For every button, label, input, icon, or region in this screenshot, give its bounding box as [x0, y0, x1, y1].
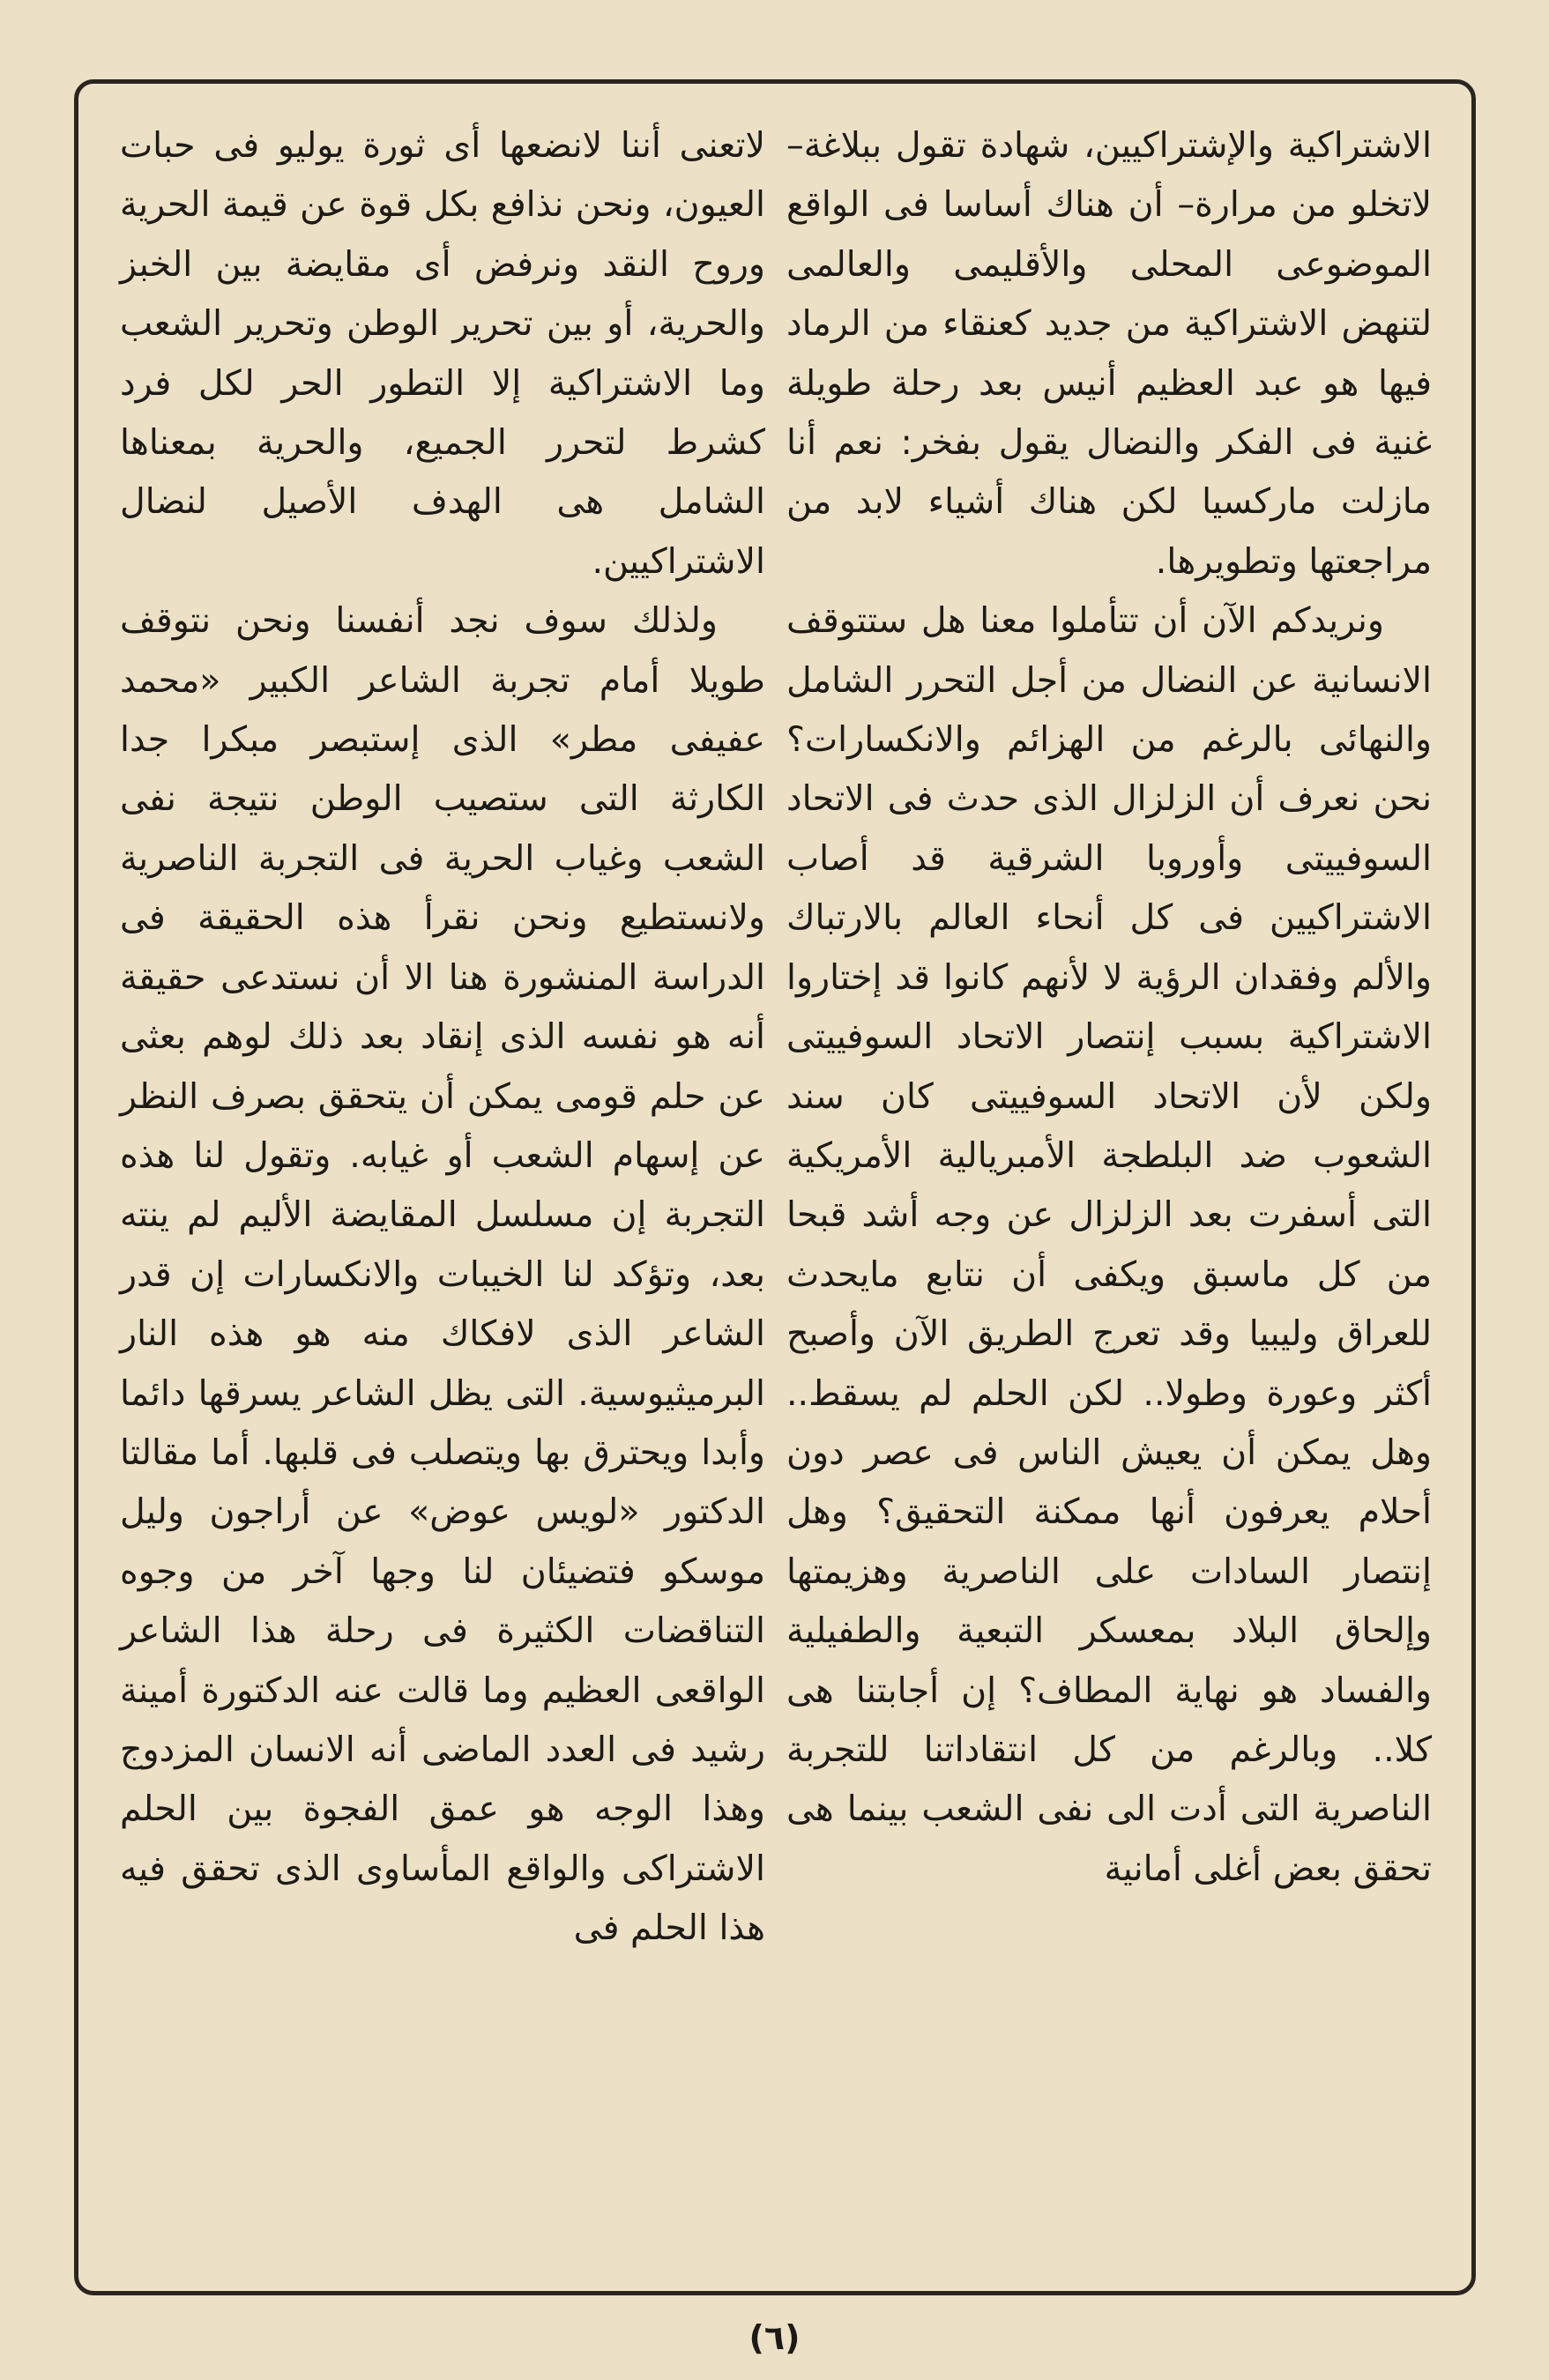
- page-number: (٦): [748, 2318, 801, 2357]
- article-column-left: [120, 116, 765, 1959]
- article-column-right: [786, 116, 1432, 1899]
- paragraph: لاتعنى أننا لانضعها أى ثورة يوليو فى حبات العيون، ونحن نذافع بكل قوة عن قيمة الحرية وروح النقد ونرفض أى مقايضة بين الخبز والحرية، أو بين تحرير الوطن وتحرير الشعب وما الاشتراكية إلا التطور الحر لكل فرد كشرط لتحرر الجميع، والحرية بمعناها الشامل هى الهدف الأصيل لنضال الاشتراكيين.: [120, 125, 765, 582]
- paragraph: ونريدكم الآن أن تتأملوا معنا هل ستتوقف الانسانية عن النضال من أجل التحرر الشامل والنهائى بالرغم من الهزائم والانكسارات؟ نحن نعرف أن الزلزال الذى حدث فى الاتحاد السوفييتى وأوروبا الشرقية قد أصاب الاشتراكيين فى كل أنحاء العالم بالارتباك والألم وفقدان الرؤية لا لأنهم كانوا قد إختاروا الاشتراكية بسبب إنتصار الاتحاد السوفييتى ولكن لأن الاتحاد السوفييتى كان سند الشعوب ضد البلطجة الأمبريالية الأمريكية التى أسفرت بعد الزلزال عن وجه أشد قبحا من كل ماسبق ويكفى أن نتابع مايحدث للعراق وليبيا وقد تعرج الطريق الآن وأصبح أكثر وعورة وطولا.. لكن الحلم لم يسقط.. وهل يمكن أن يعيش الناس فى عصر دون أحلام يعرفون أنها ممكنة التحقيق؟ وهل إنتصار السادات على الناصرية وهزيمتها وإلحاق البلاد بمعسكر التبعية والطفيلية والفساد هو نهاية المطاف؟ إن أجابتنا هى كلا.. وبالرغم من كل انتقاداتنا للتجربة الناصرية التى أدت الى نفى الشعب بينما هى تحقق بعض أغلى أمانية: [786, 600, 1432, 1889]
- paragraph: الاشتراكية والإشتراكيين، شهادة تقول ببلاغة– لاتخلو من مرارة– أن هناك أساسا فى الواقع الموضوعى المحلى والأقليمى والعالمى لتنهض الاشتراكية من جديد كعنقاء من الرماد فيها هو عبد العظيم أنيس بعد رحلة طويلة غنية فى الفكر والنضال يقول بفخر: نعم أنا مازلت ماركسيا لكن هناك أشياء لابد من مراجعتها وتطويرها.: [786, 125, 1432, 582]
- paragraph: ولذلك سوف نجد أنفسنا ونحن نتوقف طويلا أمام تجربة الشاعر الكبير «محمد عفيفى مطر» الذى إستبصر مبكرا جدا الكارثة التى ستصيب الوطن نتيجة نفى الشعب وغياب الحرية فى التجربة الناصرية ولانستطيع ونحن نقرأ هذه الحقيقة فى الدراسة المنشورة هنا الا أن نستدعى حقيقة أنه هو نفسه الذى إنقاد بعد ذلك لوهم بعثى عن حلم قومى يمكن أن يتحقق بصرف النظر عن إسهام الشعب أو غيابه. وتقول لنا هذه التجربة إن مسلسل المقايضة الأليم لم ينته بعد، وتؤكد لنا الخيبات والانكسارات إن قدر الشاعر الذى لافكاك منه هو هذه النار البرميثيوسية. التى يظل الشاعر يسرقها دائما وأبدا ويحترق بها ويتصلب فى قلبها. أما مقالتا الدكتور «لويس عوض» عن أراجون وليل موسكو فتضيئان لنا وجها آخر من وجوه التناقضات الكثيرة فى رحلة هذا الشاعر الواقعى العظيم وما قالت عنه الدكتورة أمينة رشيد فى العدد الماضى أنه الانسان المزدوج وهذا الوجه هو عمق الفجوة بين الحلم الاشتراكى والواقع المأساوى الذى تحقق فيه هذا الحلم فى: [120, 600, 765, 1949]
